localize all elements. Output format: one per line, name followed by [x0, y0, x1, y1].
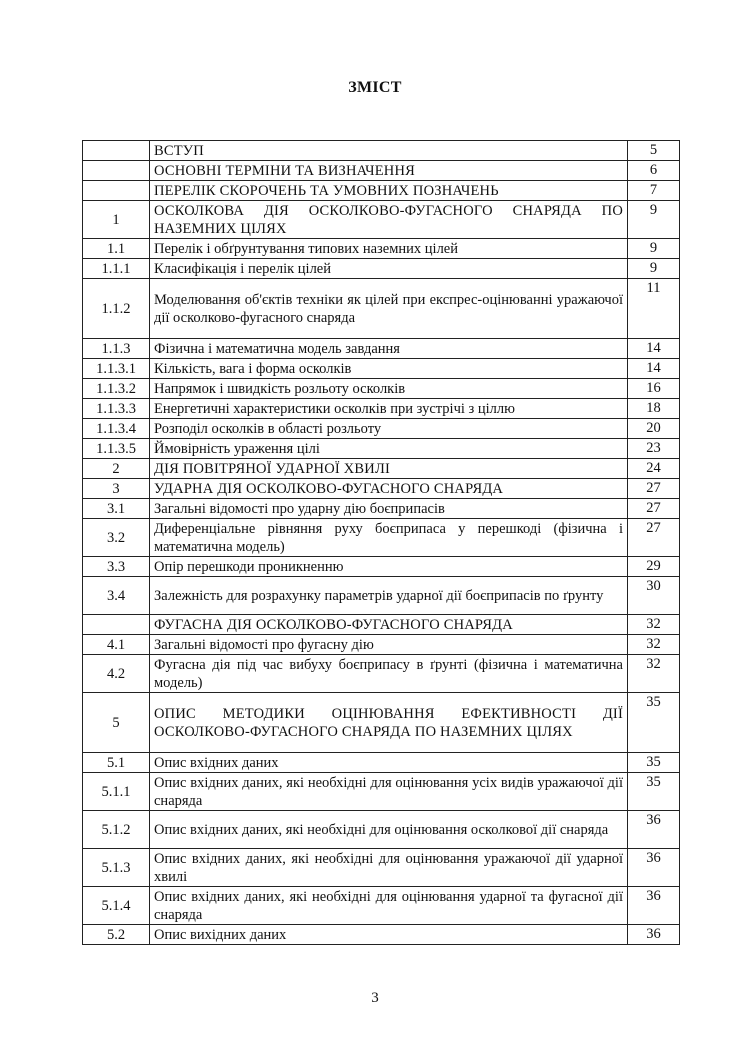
- toc-page-number: 27: [628, 499, 680, 519]
- toc-row: [83, 849, 680, 887]
- toc-section-number: 3.3: [83, 557, 150, 577]
- toc-row: [83, 479, 680, 499]
- toc-section-number: 1.1.3.2: [83, 379, 150, 399]
- toc-row: [83, 887, 680, 925]
- toc-page-number: 11: [628, 279, 680, 339]
- toc-section-number: 1.1.1: [83, 259, 150, 279]
- toc-section-title: Фізична і математична модель завдання: [150, 339, 628, 359]
- toc-page-number: 9: [628, 201, 680, 239]
- toc-page-number: 23: [628, 439, 680, 459]
- toc-row: [83, 181, 680, 201]
- toc-row: [83, 239, 680, 259]
- toc-section-title: Ймовірність ураження цілі: [150, 439, 628, 459]
- toc-row: [83, 577, 680, 615]
- toc-section-number: 2: [83, 459, 150, 479]
- toc-section-title: ПЕРЕЛІК СКОРОЧЕНЬ ТА УМОВНИХ ПОЗНАЧЕНЬ: [150, 181, 628, 201]
- toc-page-number: 6: [628, 161, 680, 181]
- toc-section-number: 5.1.4: [83, 887, 150, 925]
- toc-row: [83, 655, 680, 693]
- toc-section-title: Енергетичні характеристики осколків при зустрічі з ціллю: [150, 399, 628, 419]
- toc-section-number: 1.1.3.3: [83, 399, 150, 419]
- toc-row: [83, 811, 680, 849]
- toc-row: [83, 419, 680, 439]
- toc-row: [83, 259, 680, 279]
- toc-row: [83, 161, 680, 181]
- toc-page-number: 36: [628, 849, 680, 887]
- toc-section-number: 3.1: [83, 499, 150, 519]
- toc-page-number: 29: [628, 557, 680, 577]
- toc-row: [83, 693, 680, 753]
- toc-section-title: Розподіл осколків в області розльоту: [150, 419, 628, 439]
- toc-page-number: 7: [628, 181, 680, 201]
- toc-row: [83, 925, 680, 945]
- toc-section-number: 5.2: [83, 925, 150, 945]
- toc-row: [83, 359, 680, 379]
- toc-row: [83, 339, 680, 359]
- toc-section-number: [83, 181, 150, 201]
- toc-section-number: 1.1.3.5: [83, 439, 150, 459]
- toc-section-title: Класифікація і перелік цілей: [150, 259, 628, 279]
- page-title: ЗМІСТ: [348, 79, 402, 96]
- toc-row: [83, 279, 680, 339]
- toc-section-title: Опис вхідних даних, які необхідні для оцінювання ударної та фугасної дії снаряда: [150, 887, 628, 925]
- toc-section-title: Опис вхідних даних, які необхідні для оцінювання осколкової дії снаряда: [150, 811, 628, 849]
- toc-section-number: 5.1.3: [83, 849, 150, 887]
- toc-page-number: 9: [628, 239, 680, 259]
- toc-row: [83, 615, 680, 635]
- toc-page-number: 36: [628, 925, 680, 945]
- toc-section-title: Фугасна дія під час вибуху боєприпасу в ґрунті (фізична і математична модель): [150, 655, 628, 693]
- toc-section-number: 1.1.3.1: [83, 359, 150, 379]
- page-number: 3: [371, 990, 379, 1006]
- toc-row: [83, 499, 680, 519]
- toc-section-number: 3: [83, 479, 150, 499]
- toc-section-number: 1.1.2: [83, 279, 150, 339]
- toc-section-number: 1.1.3: [83, 339, 150, 359]
- toc-section-title: ОСНОВНІ ТЕРМІНИ ТА ВИЗНАЧЕННЯ: [150, 161, 628, 181]
- toc-page-number: 32: [628, 655, 680, 693]
- toc-section-title: Моделювання об'єктів техніки як цілей при експрес-оцінюванні уражаючої дії осколково-фугасного снаряда: [150, 279, 628, 339]
- toc-page-number: 35: [628, 773, 680, 811]
- toc-page-number: 32: [628, 635, 680, 655]
- toc-section-number: [83, 141, 150, 161]
- toc-section-title: Опис вхідних даних, які необхідні для оцінювання уражаючої дії ударної хвилі: [150, 849, 628, 887]
- toc-section-number: 4.2: [83, 655, 150, 693]
- toc-page-number: 27: [628, 479, 680, 499]
- toc-row: [83, 379, 680, 399]
- toc-section-number: 5.1.1: [83, 773, 150, 811]
- toc-page-number: 36: [628, 887, 680, 925]
- toc-page-number: 30: [628, 577, 680, 615]
- toc-section-title: Опис вихідних даних: [150, 925, 628, 945]
- toc-section-title: Загальні відомості про ударну дію боєприпасів: [150, 499, 628, 519]
- toc-section-number: 3.2: [83, 519, 150, 557]
- toc-page-number: 35: [628, 753, 680, 773]
- toc-section-number: 1.1.3.4: [83, 419, 150, 439]
- toc-section-number: [83, 161, 150, 181]
- table-of-contents: [82, 140, 680, 945]
- toc-row: [83, 201, 680, 239]
- toc-page-number: 20: [628, 419, 680, 439]
- toc-row: [83, 459, 680, 479]
- toc-section-title: Опір перешкоди проникненню: [150, 557, 628, 577]
- toc-section-title: ОПИС МЕТОДИКИ ОЦІНЮВАННЯ ЕФЕКТИВНОСТІ ДІЇ ОСКОЛКОВО-ФУГАСНОГО СНАРЯДА ПО НАЗЕМНИХ ЦІЛЯХ: [150, 693, 628, 753]
- toc-row: [83, 519, 680, 557]
- toc-section-title: Опис вхідних даних, які необхідні для оцінювання усіх видів уражаючої дії снаряда: [150, 773, 628, 811]
- toc-section-number: 3.4: [83, 577, 150, 615]
- toc-page-number: 14: [628, 359, 680, 379]
- toc-section-title: Загальні відомості про фугасну дію: [150, 635, 628, 655]
- toc-page-number: 24: [628, 459, 680, 479]
- toc-section-number: 1.1: [83, 239, 150, 259]
- toc-section-title: Кількість, вага і форма осколків: [150, 359, 628, 379]
- toc-page-number: 18: [628, 399, 680, 419]
- toc-page-number: 27: [628, 519, 680, 557]
- toc-section-title: Напрямок і швидкість розльоту осколків: [150, 379, 628, 399]
- toc-section-title: ОСКОЛКОВА ДІЯ ОСКОЛКОВО-ФУГАСНОГО СНАРЯДА ПО НАЗЕМНИХ ЦІЛЯХ: [150, 201, 628, 239]
- toc-row: [83, 439, 680, 459]
- toc-section-title: ФУГАСНА ДІЯ ОСКОЛКОВО-ФУГАСНОГО СНАРЯДА: [150, 615, 628, 635]
- toc-page-number: 16: [628, 379, 680, 399]
- toc-section-title: ВСТУП: [150, 141, 628, 161]
- toc-row: [83, 753, 680, 773]
- toc-page-number: 9: [628, 259, 680, 279]
- toc-page-number: 36: [628, 811, 680, 849]
- toc-row: [83, 399, 680, 419]
- toc-section-number: 1: [83, 201, 150, 239]
- toc-page-number: 32: [628, 615, 680, 635]
- toc-section-title: Залежність для розрахунку параметрів ударної дії боєприпасів по ґрунту: [150, 577, 628, 615]
- toc-section-title: УДАРНА ДІЯ ОСКОЛКОВО-ФУГАСНОГО СНАРЯДА: [150, 479, 628, 499]
- toc-page-number: 14: [628, 339, 680, 359]
- toc-row: [83, 635, 680, 655]
- toc-row: [83, 557, 680, 577]
- toc-page-number: 5: [628, 141, 680, 161]
- toc-section-title: ДІЯ ПОВІТРЯНОЇ УДАРНОЇ ХВИЛІ: [150, 459, 628, 479]
- toc-section-title: Перелік і обґрунтування типових наземних цілей: [150, 239, 628, 259]
- toc-section-number: [83, 615, 150, 635]
- toc-section-number: 5.1: [83, 753, 150, 773]
- toc-section-title: Диференціальне рівняння руху боєприпаса у перешкоді (фізична і математична модель): [150, 519, 628, 557]
- toc-section-number: 5.1.2: [83, 811, 150, 849]
- toc-row: [83, 773, 680, 811]
- toc-section-number: 5: [83, 693, 150, 753]
- toc-row: [83, 141, 680, 161]
- toc-section-number: 4.1: [83, 635, 150, 655]
- toc-section-title: Опис вхідних даних: [150, 753, 628, 773]
- toc-page-number: 35: [628, 693, 680, 753]
